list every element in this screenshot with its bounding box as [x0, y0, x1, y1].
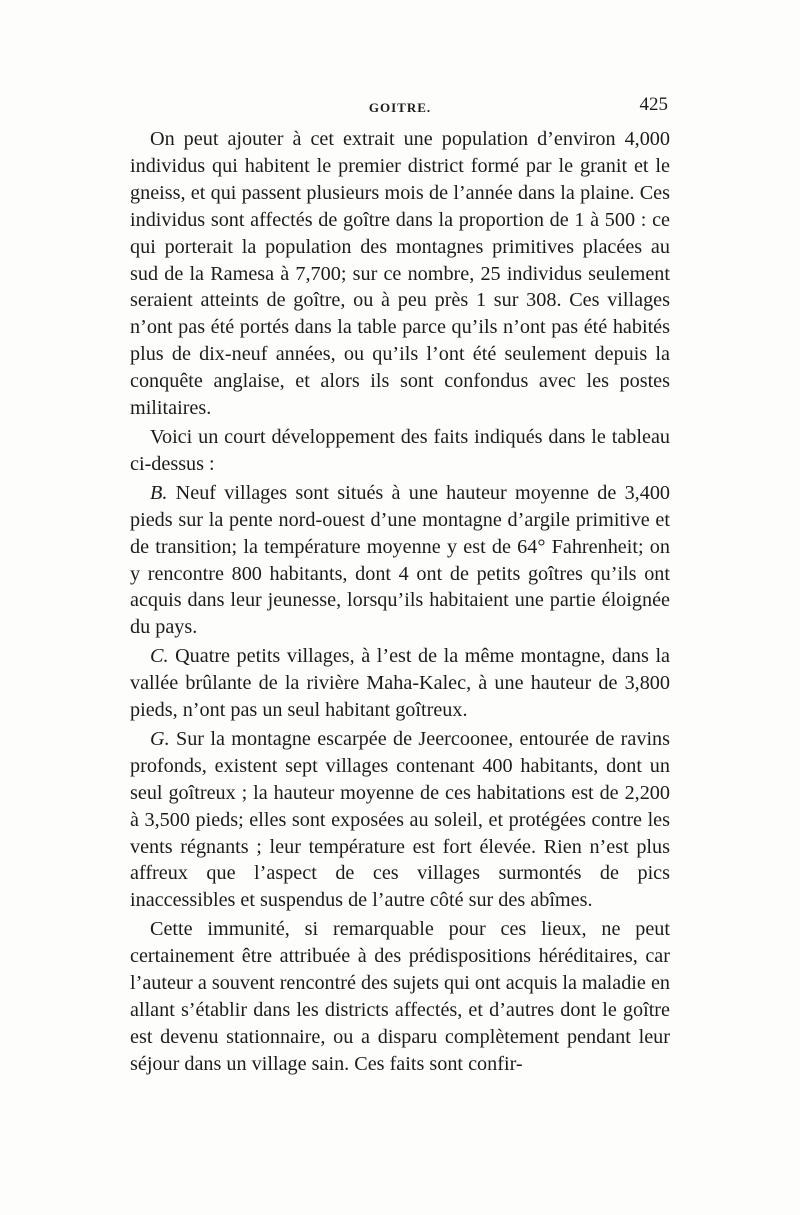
page-body: [130, 126, 670, 1078]
paragraph: [130, 643, 670, 724]
paragraph-lead: G.: [150, 727, 170, 750]
paragraph: [130, 916, 670, 1077]
paragraph-text: Cette immunité, si remarquable pour ces lieux, ne peut certainement être attribuée à des prédispositions héréditaires, car l’auteur a souvent rencontré des sujets qui ont acquis la maladie en allant s’établir dans les districts affectés, et d’autres dont le goître est devenu stationnaire, ou a disparu complètement pendant leur séjour dans un village sain. Ces faits sont confir-: [130, 918, 670, 1075]
paragraph-text: Voici un court développement des faits indiqués dans le tableau ci-dessus :: [130, 425, 670, 475]
page-header: [130, 94, 670, 120]
paragraph-text: On peut ajouter à cet extrait une population d’environ 4,000 individus qui habitent le premier district formé par le granit et le gneiss, et qui passent plusieurs mois de l’année dans la plaine. Ces individus sont affectés de goître dans la proportion de 1 à 500 : ce qui porterait la population des montagnes primitives placées au sud de la Ramesa à 7,700; sur ce nombre, 25 individus seulement seraient atteints de goître, ou à peu près 1 sur 308. Ces villages n’ont pas été portés dans la table parce qu’ils n’ont pas été habités plus de dix-neuf années, ou qu’ils l’ont été seulement depuis la conquête anglaise, et alors ils sont confondus avec les postes militaires.: [130, 128, 670, 420]
paragraph-text: Sur la montagne escarpée de Jeercoonee, entourée de ravins profonds, existent sept villages contenant 400 habitants, dont un seul goîtreux ; la hauteur moyenne de ces habitations est de 2,200 à 3,500 pieds; elles sont exposées au soleil, et protégées contre les vents régnants ; leur température est fort élevée. Rien n’est plus affreux que l’aspect de ces villages surmontés de pics inaccessibles et suspendus de l’autre côté sur des abîmes.: [130, 727, 671, 912]
paragraph: [130, 424, 670, 478]
paragraph-text: Neuf villages sont situés à une hauteur moyenne de 3,400 pieds sur la pente nord-ouest d’une montagne d’argile primitive et de transition; la température moyenne y est de 64° Fahrenheit; on y rencontre 800 habitants, dont 4 ont de petits goîtres qu’ils ont acquis dans leur jeunesse, lorsqu’ils habitaient une partie éloignée du pays.: [130, 481, 671, 639]
running-head: GOITRE.: [368, 100, 432, 115]
paragraph: [130, 126, 670, 422]
page-number: 425: [639, 94, 668, 115]
paragraph: [130, 480, 670, 641]
paragraph-lead: B.: [150, 481, 168, 504]
paragraph-lead: C.: [150, 645, 169, 668]
paragraph-text: Quatre petits villages, à l’est de la même montagne, dans la vallée brûlante de la rivière Maha-Kalec, à une hauteur de 3,800 pieds, n’ont pas un seul habitant goîtreux.: [130, 645, 671, 722]
paragraph: [130, 726, 670, 914]
